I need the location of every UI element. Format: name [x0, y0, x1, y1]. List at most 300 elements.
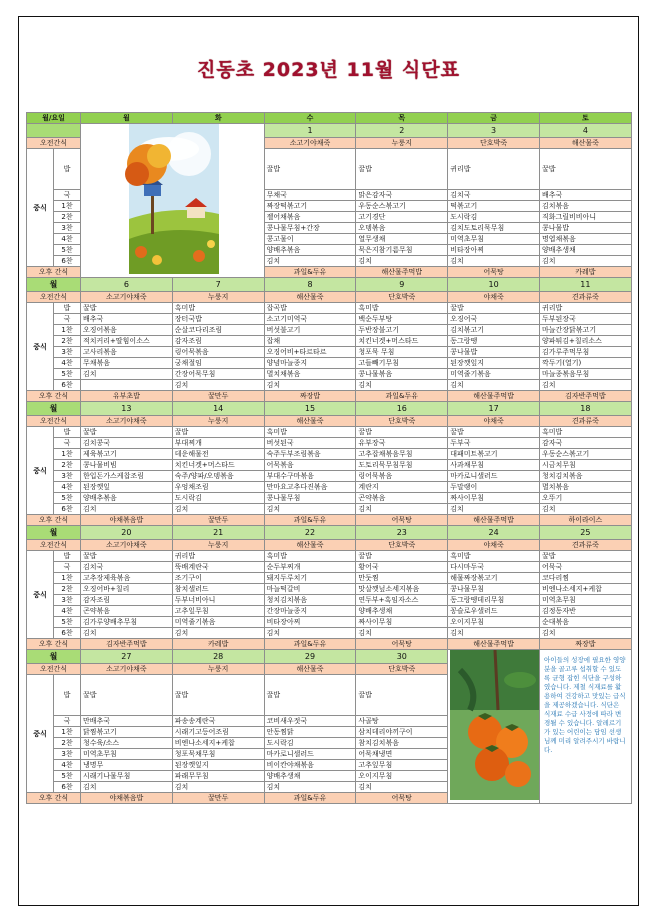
date-cell: 30 [356, 650, 448, 664]
menu-item: 참치샐러드 [172, 584, 264, 595]
menu-item: 청포묵채무침 [172, 749, 264, 760]
menu-item: 비타장아찌 [264, 617, 356, 628]
menu-item: 김치 [264, 504, 356, 515]
date-cell: 13 [81, 402, 173, 416]
afternoon-snack-label: 오후 간식 [27, 793, 81, 804]
afternoon-snack-label: 오후 간식 [27, 391, 81, 402]
meal-row [27, 460, 632, 471]
morning-snack-label: 오전간식 [27, 664, 81, 675]
meal-row [27, 482, 632, 493]
date-cell: 27 [81, 650, 173, 664]
menu-item: 도토리묵무침무침 [356, 460, 448, 471]
menu-item: 감자조림 [81, 595, 173, 606]
meal-type-label: 국 [54, 190, 81, 201]
menu-item: 김치 [172, 504, 264, 515]
afternoon-snack-cell: 과일&두유 [264, 793, 356, 804]
afternoon-snack-label: 오후 간식 [27, 639, 81, 650]
menu-item: 김치볶음 [539, 201, 631, 212]
menu-item: 만배추국 [81, 716, 173, 727]
morning-snack-cell: 소고기야채죽 [81, 664, 173, 675]
menu-item: 김치 [356, 380, 448, 391]
menu-item: 고기경단 [356, 212, 448, 223]
date-cell: 9 [356, 278, 448, 292]
lunch-label: 중식 [27, 675, 54, 793]
meal-type-label: 5찬 [54, 369, 81, 380]
menu-item: 간장마늘종지 [264, 606, 356, 617]
persimmon-photo-svg [450, 650, 539, 800]
menu-item: 김치볶고기 [448, 325, 540, 336]
afternoon-snack-cell: 해산물주먹밥 [448, 391, 540, 402]
menu-item: 삼치데리야끼구이 [356, 727, 448, 738]
afternoon-snack-cell: 과일&두유 [264, 515, 356, 526]
meal-type-label: 2찬 [54, 584, 81, 595]
menu-item: 비엔나소세지+케찹 [172, 738, 264, 749]
meal-row [27, 573, 632, 584]
menu-item: 미역줄기볶음 [172, 617, 264, 628]
menu-item: 멸치채볶음 [264, 369, 356, 380]
menu-item: 오뎅볶음 [356, 223, 448, 234]
menu-item: 김치국 [448, 190, 540, 201]
morning-snack-cell: 단호박죽 [356, 292, 448, 303]
menu-item: 어묵국 [539, 562, 631, 573]
morning-snack-cell: 누룽지 [172, 664, 264, 675]
menu-sheet [18, 16, 639, 906]
date-cell: 10 [448, 278, 540, 292]
menu-item: 유부장국 [356, 438, 448, 449]
menu-item: 흑미밥 [172, 303, 264, 314]
menu-item: 김치 [172, 628, 264, 639]
date-cell: 3 [448, 124, 540, 138]
meal-row [27, 449, 632, 460]
menu-item: 콩고물이 [264, 234, 356, 245]
month-day-header: 월/요일 [27, 113, 81, 124]
menu-item: 떡볶고기 [448, 201, 540, 212]
menu-item: 직화그릴비비아니 [539, 212, 631, 223]
morning-snack-cell: 야채죽 [448, 540, 540, 551]
date-cell: 6 [81, 278, 173, 292]
menu-item: 꿀밥 [172, 427, 264, 438]
menu-item: 김치 [172, 782, 264, 793]
menu-item: 청치김치볶음 [264, 595, 356, 606]
menu-item: 링어묵볶음 [356, 471, 448, 482]
menu-item: 김치 [539, 380, 631, 391]
meal-type-label: 1찬 [54, 727, 81, 738]
menu-item: 만둣찜 [356, 573, 448, 584]
menu-item: 김가루양배추무침 [81, 617, 173, 628]
meal-row [27, 427, 632, 438]
menu-item: 적치커리+딸힘이소스 [81, 336, 173, 347]
meal-type-label: 밥 [54, 303, 81, 314]
menu-item: 뚝배계란국 [172, 562, 264, 573]
meal-type-label: 6찬 [54, 380, 81, 391]
lunch-label: 중식 [27, 303, 54, 391]
date-cell: 8 [264, 278, 356, 292]
meal-type-label: 6찬 [54, 256, 81, 267]
afternoon-snack-row [27, 391, 632, 402]
afternoon-snack-cell: 야채볶음밥 [81, 515, 173, 526]
menu-item: 열무생채 [356, 234, 448, 245]
persimmon-photo [448, 650, 540, 804]
menu-item: 궁채절임 [172, 358, 264, 369]
menu-item: 김치 [539, 628, 631, 639]
morning-snack-cell: 소고기야채죽 [81, 292, 173, 303]
meal-type-label: 4찬 [54, 760, 81, 771]
menu-item: 오징어국 [448, 314, 540, 325]
afternoon-snack-cell: 과일&두유 [356, 391, 448, 402]
menu-item: 김치국 [81, 562, 173, 573]
meal-type-label: 3찬 [54, 749, 81, 760]
menu-item: 콩나물밥 [448, 347, 540, 358]
date-cell: 14 [172, 402, 264, 416]
meal-type-label: 국 [54, 314, 81, 325]
menu-item: 오징어바+칠리 [81, 584, 173, 595]
menu-item: 닭찜볶고기 [81, 727, 173, 738]
meal-type-label: 2찬 [54, 212, 81, 223]
menu-item: 김치 [356, 256, 448, 267]
meal-type-label: 6찬 [54, 504, 81, 515]
menu-item: 김치 [264, 380, 356, 391]
menu-item: 사과채무침 [448, 460, 540, 471]
morning-snack-cell: 누룽지 [172, 292, 264, 303]
menu-item: 귀리밥 [539, 303, 631, 314]
menu-item: 우동순스볶고기 [539, 449, 631, 460]
afternoon-snack-cell: 꿀만두 [172, 515, 264, 526]
menu-item: 대패미트볶고기 [448, 449, 540, 460]
menu-item: 감자조림 [172, 336, 264, 347]
menu-item: 오뚜기 [539, 493, 631, 504]
menu-item: 두말랭이 [448, 482, 540, 493]
date-cell: 29 [264, 650, 356, 664]
menu-item: 양배추볶음 [81, 493, 173, 504]
date-cell: 4 [539, 124, 631, 138]
menu-item: 고추잡채볶음무침 [356, 449, 448, 460]
meal-type-label: 1찬 [54, 573, 81, 584]
menu-item: 콩나물비빔 [81, 460, 173, 471]
menu-item: 숙주두부조림볶음 [264, 449, 356, 460]
menu-item: 꿀밥 [356, 551, 448, 562]
menu-item: 사골탕 [356, 716, 448, 727]
morning-snack-cell: 누룽지 [356, 138, 448, 149]
morning-snack-cell: 견과류죽 [539, 416, 631, 427]
morning-snack-cell: 단호박죽 [356, 540, 448, 551]
menu-item: 청수육/소스 [81, 738, 173, 749]
menu-item: 김치 [448, 380, 540, 391]
menu-item: 김치 [264, 256, 356, 267]
date-cell: 22 [264, 526, 356, 540]
afternoon-snack-cell: 과일&두유 [264, 267, 356, 278]
menu-item: 파래무무침 [172, 771, 264, 782]
meal-row [27, 471, 632, 482]
morning-snack-cell: 소고기야채죽 [81, 540, 173, 551]
day-header: 수 [264, 113, 356, 124]
meal-row [27, 369, 632, 380]
menu-item: 돼지두루치기 [264, 573, 356, 584]
menu-item: 김치 [356, 628, 448, 639]
menu-item: 김치 [448, 504, 540, 515]
menu-item: 김치 [81, 369, 173, 380]
menu-item: 우동순스볶고기 [356, 201, 448, 212]
menu-item: 꿀밥 [448, 427, 540, 438]
date-cell: 20 [81, 526, 173, 540]
menu-item: 치킨너겟+머스타드 [356, 336, 448, 347]
menu-item: 무채볶음 [81, 358, 173, 369]
meal-type-label: 4찬 [54, 482, 81, 493]
meal-row [27, 617, 632, 628]
menu-item: 흑미밥 [356, 303, 448, 314]
menu-item: 만마요고추다진볶음 [264, 482, 356, 493]
meal-type-label: 3찬 [54, 471, 81, 482]
menu-item: 짜사이무침 [448, 493, 540, 504]
menu-item: 고들빼기무침 [356, 358, 448, 369]
meal-row [27, 493, 632, 504]
meal-row [27, 347, 632, 358]
lunch-label: 중식 [27, 149, 54, 267]
meal-row [27, 325, 632, 336]
menu-item: 김치 [356, 782, 448, 793]
morning-snack-cell: 야채죽 [448, 416, 540, 427]
meal-type-label: 3찬 [54, 223, 81, 234]
meal-row [27, 303, 632, 314]
morning-snack-row [27, 416, 632, 427]
menu-item: 미역줄기볶음 [448, 369, 540, 380]
menu-item: 꿀밥 [448, 303, 540, 314]
meal-type-label: 1찬 [54, 201, 81, 212]
meal-type-label: 6찬 [54, 628, 81, 639]
afternoon-snack-cell: 꿀만두 [172, 793, 264, 804]
menu-item: 링어묵볶음 [172, 347, 264, 358]
menu-item: 꿀밥 [81, 551, 173, 562]
menu-item: 미역초무침 [448, 234, 540, 245]
menu-item: 깍두기(열기) [539, 358, 631, 369]
menu-item: 배추국 [539, 190, 631, 201]
menu-item: 양배추볶음 [264, 245, 356, 256]
afternoon-snack-cell: 어묵탕 [356, 793, 448, 804]
menu-item: 두부된장국 [539, 314, 631, 325]
menu-item: 콩나물무침 [448, 584, 540, 595]
menu-item: 도시락김 [264, 738, 356, 749]
morning-snack-cell: 소고기야채죽 [264, 138, 356, 149]
menu-item: 된장깻잎지 [172, 760, 264, 771]
meal-type-label: 2찬 [54, 460, 81, 471]
menu-item: 버섯불고기 [264, 325, 356, 336]
meal-type-label: 밥 [54, 427, 81, 438]
menu-item: 콩나물무침+간장 [264, 223, 356, 234]
menu-item: 김가루주먹무침 [539, 347, 631, 358]
morning-snack-cell: 해산물죽 [264, 664, 356, 675]
morning-snack-cell: 소고기야채죽 [81, 416, 173, 427]
menu-item: 오징어비+타르타르 [264, 347, 356, 358]
week-label: 월 [27, 650, 81, 664]
menu-item: 맑은감자국 [356, 190, 448, 201]
meal-type-label: 4찬 [54, 358, 81, 369]
morning-snack-row [27, 540, 632, 551]
date-row [27, 650, 632, 664]
menu-item: 잡곡밥 [264, 303, 356, 314]
day-header: 목 [356, 113, 448, 124]
menu-item: 황어국 [356, 562, 448, 573]
morning-snack-label: 오전간식 [27, 292, 81, 303]
menu-item: 김치 [356, 504, 448, 515]
menu-item: 계란지 [356, 482, 448, 493]
autumn-landscape-illustration-svg [83, 124, 264, 274]
menu-item: 부대찌개 [172, 438, 264, 449]
meal-type-label: 2찬 [54, 336, 81, 347]
date-cell: 16 [356, 402, 448, 416]
meal-type-label: 5찬 [54, 245, 81, 256]
menu-item: 소고기미역국 [264, 314, 356, 325]
afternoon-snack-cell: 짜장밥 [264, 391, 356, 402]
meal-type-label: 4찬 [54, 606, 81, 617]
menu-item: 귀리밥 [448, 149, 540, 190]
menu-item: 곤약볶음 [81, 606, 173, 617]
afternoon-snack-cell: 카레밥 [539, 267, 631, 278]
menu-item: 꿀밥 [264, 675, 356, 716]
morning-snack-label: 오전간식 [27, 138, 81, 149]
menu-item: 미역초무침 [81, 749, 173, 760]
menu-item: 김치콩국 [81, 438, 173, 449]
menu-item: 양파튀김+칠리소스 [539, 336, 631, 347]
menu-item: 곤약볶음 [356, 493, 448, 504]
menu-item: 마카로니샐러드 [448, 471, 540, 482]
meal-type-label: 밥 [54, 551, 81, 562]
date-cell: 7 [172, 278, 264, 292]
meal-type-label: 3찬 [54, 347, 81, 358]
menu-item: 꿀밥 [81, 303, 173, 314]
menu-item: 짜장떡볶고기 [264, 201, 356, 212]
date-cell: 23 [356, 526, 448, 540]
menu-item: 시금치무침 [539, 460, 631, 471]
menu-item: 청포묵 무침 [356, 347, 448, 358]
morning-snack-cell: 해산물죽 [539, 138, 631, 149]
menu-item: 비타장아찌 [448, 245, 540, 256]
meal-type-label: 밥 [54, 149, 81, 190]
date-cell: 25 [539, 526, 631, 540]
afternoon-snack-cell: 해산물주먹밥 [356, 267, 448, 278]
afternoon-snack-cell: 꿀만두 [172, 391, 264, 402]
menu-item: 꿀밥 [172, 675, 264, 716]
menu-item: 꿀밥 [356, 427, 448, 438]
menu-item: 치킨너겟+머스타드 [172, 460, 264, 471]
menu-item: 묵은지참기름무침 [356, 245, 448, 256]
week-label: 월 [27, 402, 81, 416]
menu-item: 제육볶고기 [81, 449, 173, 460]
menu-item: 다시마두국 [448, 562, 540, 573]
menu-item: 무채국 [264, 190, 356, 201]
morning-snack-cell: 해산물죽 [264, 416, 356, 427]
menu-item: 해물짜장볶고기 [448, 573, 540, 584]
day-header: 월 [81, 113, 173, 124]
menu-item: 냉명무 [81, 760, 173, 771]
header-row [27, 113, 632, 124]
meal-type-label: 1찬 [54, 449, 81, 460]
menu-item: 부대수구마볶음 [264, 471, 356, 482]
menu-item: 마카로니샐러드 [264, 749, 356, 760]
menu-item: 양배추생채 [356, 606, 448, 617]
menu-table [26, 112, 632, 804]
menu-item: 오징어볶음 [81, 325, 173, 336]
day-header: 금 [448, 113, 540, 124]
day-header: 화 [172, 113, 264, 124]
morning-snack-cell: 단호박죽 [356, 664, 448, 675]
menu-item: 조기구이 [172, 573, 264, 584]
menu-item: 흑미밥 [264, 551, 356, 562]
menu-item: 김치 [81, 504, 173, 515]
menu-item: 우엉채조림 [172, 482, 264, 493]
date-cell: 17 [448, 402, 540, 416]
date-cell: 2 [356, 124, 448, 138]
afternoon-snack-cell: 과일&두유 [264, 639, 356, 650]
date-row [27, 124, 632, 138]
meal-row [27, 584, 632, 595]
meal-row [27, 336, 632, 347]
menu-item: 데운해물전 [172, 449, 264, 460]
menu-item: 짜사이무침 [356, 617, 448, 628]
afternoon-snack-cell: 짜장밥 [539, 639, 631, 650]
week-label: 월 [27, 278, 81, 292]
meal-row [27, 628, 632, 639]
menu-item: 귀리밥 [172, 551, 264, 562]
menu-item: 장터국밥 [172, 314, 264, 325]
menu-item: 김치도토리묵무침 [448, 223, 540, 234]
menu-item: 고추잎무침 [356, 760, 448, 771]
menu-item: 미역초무침 [539, 595, 631, 606]
menu-item: 꽁슬로우샐러드 [448, 606, 540, 617]
menu-item: 김치 [264, 628, 356, 639]
date-row [27, 526, 632, 540]
afternoon-snack-row [27, 515, 632, 526]
date-row [27, 278, 632, 292]
afternoon-snack-cell: 유부초밥 [81, 391, 173, 402]
date-cell: 18 [539, 402, 631, 416]
menu-item: 코다리찜 [539, 573, 631, 584]
meal-row [27, 606, 632, 617]
menu-item: 꿀밥 [81, 427, 173, 438]
autumn-landscape-illustration [81, 124, 265, 278]
menu-item: 파송송계란국 [172, 716, 264, 727]
menu-item: 콩나물무침 [264, 493, 356, 504]
menu-item: 김치 [81, 782, 173, 793]
menu-item: 흑미밥 [264, 427, 356, 438]
menu-item: 시래기고등어조림 [172, 727, 264, 738]
morning-snack-cell: 단호박죽 [356, 416, 448, 427]
menu-item: 동그랑땡데리무침 [448, 595, 540, 606]
menu-item: 순살코다리조림 [172, 325, 264, 336]
menu-item: 오이지무침 [448, 617, 540, 628]
meal-type-label: 3찬 [54, 595, 81, 606]
menu-item: 순대볶음 [539, 617, 631, 628]
menu-item: 고추장제육볶음 [81, 573, 173, 584]
morning-snack-cell: 단호박죽 [448, 138, 540, 149]
menu-item: 콩나물밥 [539, 223, 631, 234]
date-cell: 1 [264, 124, 356, 138]
menu-item: 두반장불고기 [356, 325, 448, 336]
morning-snack-cell: 해산물죽 [264, 292, 356, 303]
menu-item: 청치김치볶음 [539, 471, 631, 482]
menu-item: 마늘간장닭볶고기 [539, 325, 631, 336]
menu-item: 명엽채볶음 [539, 234, 631, 245]
morning-snack-cell: 견과류죽 [539, 292, 631, 303]
meal-type-label: 5찬 [54, 493, 81, 504]
menu-item: 멸치볶음 [539, 482, 631, 493]
menu-item: 감자국 [539, 438, 631, 449]
lunch-label: 중식 [27, 427, 54, 515]
meal-row [27, 595, 632, 606]
menu-item: 콩나물볶음 [356, 369, 448, 380]
menu-item: 동그랑땡 [448, 336, 540, 347]
menu-item: 버섯된국 [264, 438, 356, 449]
menu-item: 순두부찌개 [264, 562, 356, 573]
morning-snack-cell: 누룽지 [172, 416, 264, 427]
